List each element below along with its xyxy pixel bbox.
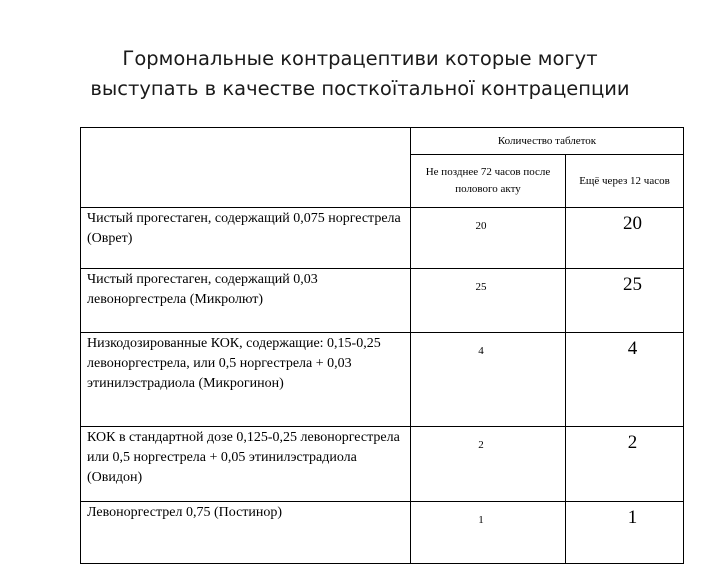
table-header-row — [81, 128, 684, 155]
table-row — [81, 427, 684, 502]
dose-first-cell: 1 — [411, 502, 566, 564]
title-line-1: Гормональные контрацептиви которые могут — [122, 47, 598, 70]
table-row — [81, 333, 684, 427]
dose-second-cell: 1 — [566, 502, 684, 564]
table-row — [81, 208, 684, 269]
dose-first-cell: 25 — [411, 269, 566, 333]
header-after-12h: Ещё через 12 часов — [566, 155, 684, 208]
dose-second-cell: 4 — [566, 333, 684, 427]
dose-second-cell: 20 — [566, 208, 684, 269]
drug-name-cell: Чистый прогестаген, содержащий 0,03 левоноргестрела (Микролют) — [81, 269, 411, 333]
contraceptives-table — [80, 127, 684, 564]
drug-name-cell: Чистый прогестаген, содержащий 0,075 норгестрела (Оврет) — [81, 208, 411, 269]
table-row — [81, 502, 684, 564]
drug-name-cell: Низкодозированные КОК, содержащие: 0,15-0,25 левоноргестрела, или 0,5 норгестрела + 0,03 этинилэстрадиола (Микрогинон) — [81, 333, 411, 427]
page-title — [60, 44, 660, 104]
table-row — [81, 269, 684, 333]
drug-name-cell: КОК в стандартной дозе 0,125-0,25 левоноргестрела или 0,5 норгестрела + 0,05 этинилэстрадиола (Овидон) — [81, 427, 411, 502]
dose-first-cell: 2 — [411, 427, 566, 502]
dose-first-cell: 20 — [411, 208, 566, 269]
dose-first-cell: 4 — [411, 333, 566, 427]
title-line-2: выступать в качестве посткоїтальної контрацепции — [90, 77, 630, 100]
header-empty-cell — [81, 128, 411, 208]
header-tablet-count: Количество таблеток — [411, 128, 684, 155]
drug-name-cell: Левоноргестрел 0,75 (Постинор) — [81, 502, 411, 564]
dose-second-cell: 2 — [566, 427, 684, 502]
dose-second-cell: 25 — [566, 269, 684, 333]
header-within-72h: Не позднее 72 часов после полового акту — [411, 155, 566, 208]
